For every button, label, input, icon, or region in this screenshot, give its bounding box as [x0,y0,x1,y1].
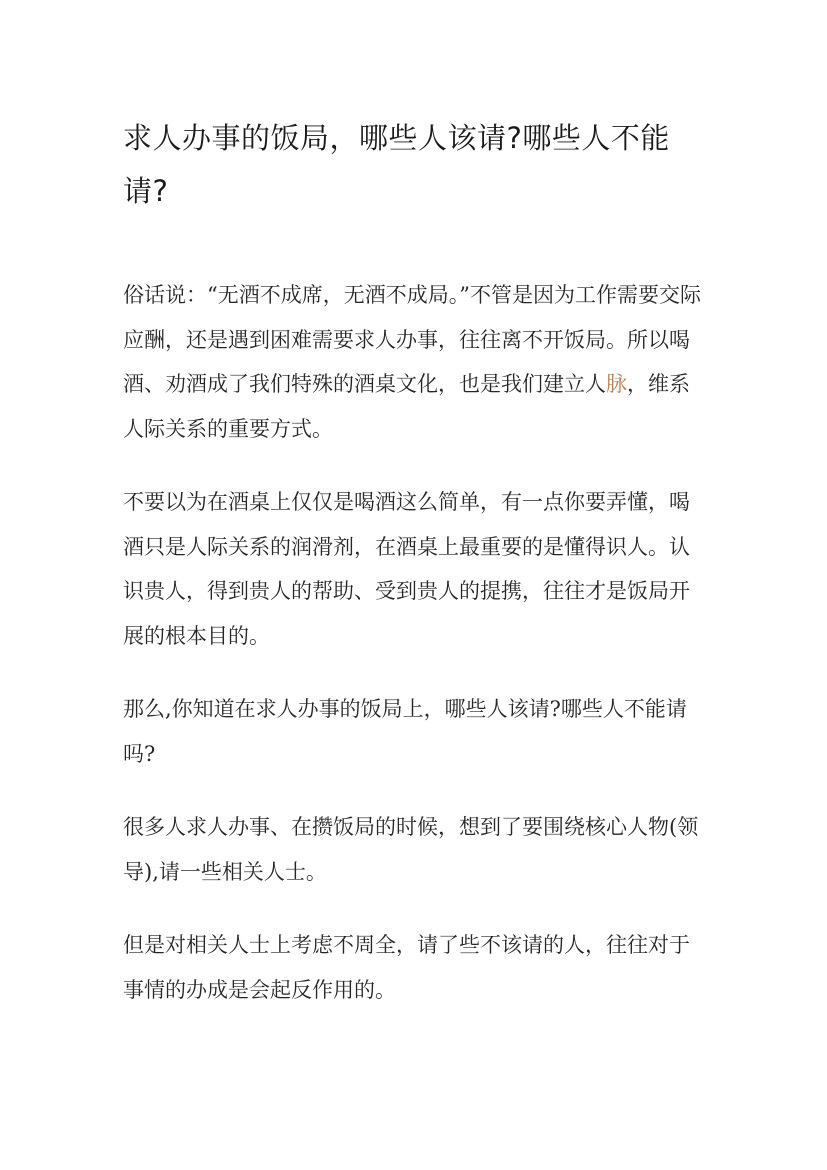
article [123,112,701,1041]
paragraph-3: 那么,你知道在求人办事的饭局上，哪些人该请?哪些人不能请吗? [123,697,687,766]
paragraph-5: 但是对相关人士上考虑不周全，请了些不该请的人，往往对于事情的办成是会起反作用的。 [123,933,690,1002]
paragraph-4: 很多人求人办事、在攒饭局的时候，想到了要围绕核心人物(领导),请一些相关人士。 [123,815,699,884]
article-title: 求人办事的饭局，哪些人该请?哪些人不能请? [123,121,670,208]
paragraph-1 [123,273,701,451]
paragraph-1-text-after: ，维系人际关系的重要方式。 [123,372,690,441]
paragraph-1-link[interactable]: 脉 [606,372,627,396]
paragraph-2: 不要以为在酒桌上仅仅是喝酒这么简单，有一点你要弄懂，喝酒只是人际关系的润滑剂，在酒桌上最重要的是懂得识人。认识贵人，得到贵人的帮助、受到贵人的提携，往往才是饭局开展的根本目的。 [123,490,690,648]
paragraph-1-text-before: 俗话说：“无酒不成席，无酒不成局。”不管是因为工作需要交际应酬，还是遇到困难需要求人办事，往往离不开饭局。所以喝酒、劝酒成了我们特殊的酒桌文化，也是我们建立人 [123,283,701,396]
